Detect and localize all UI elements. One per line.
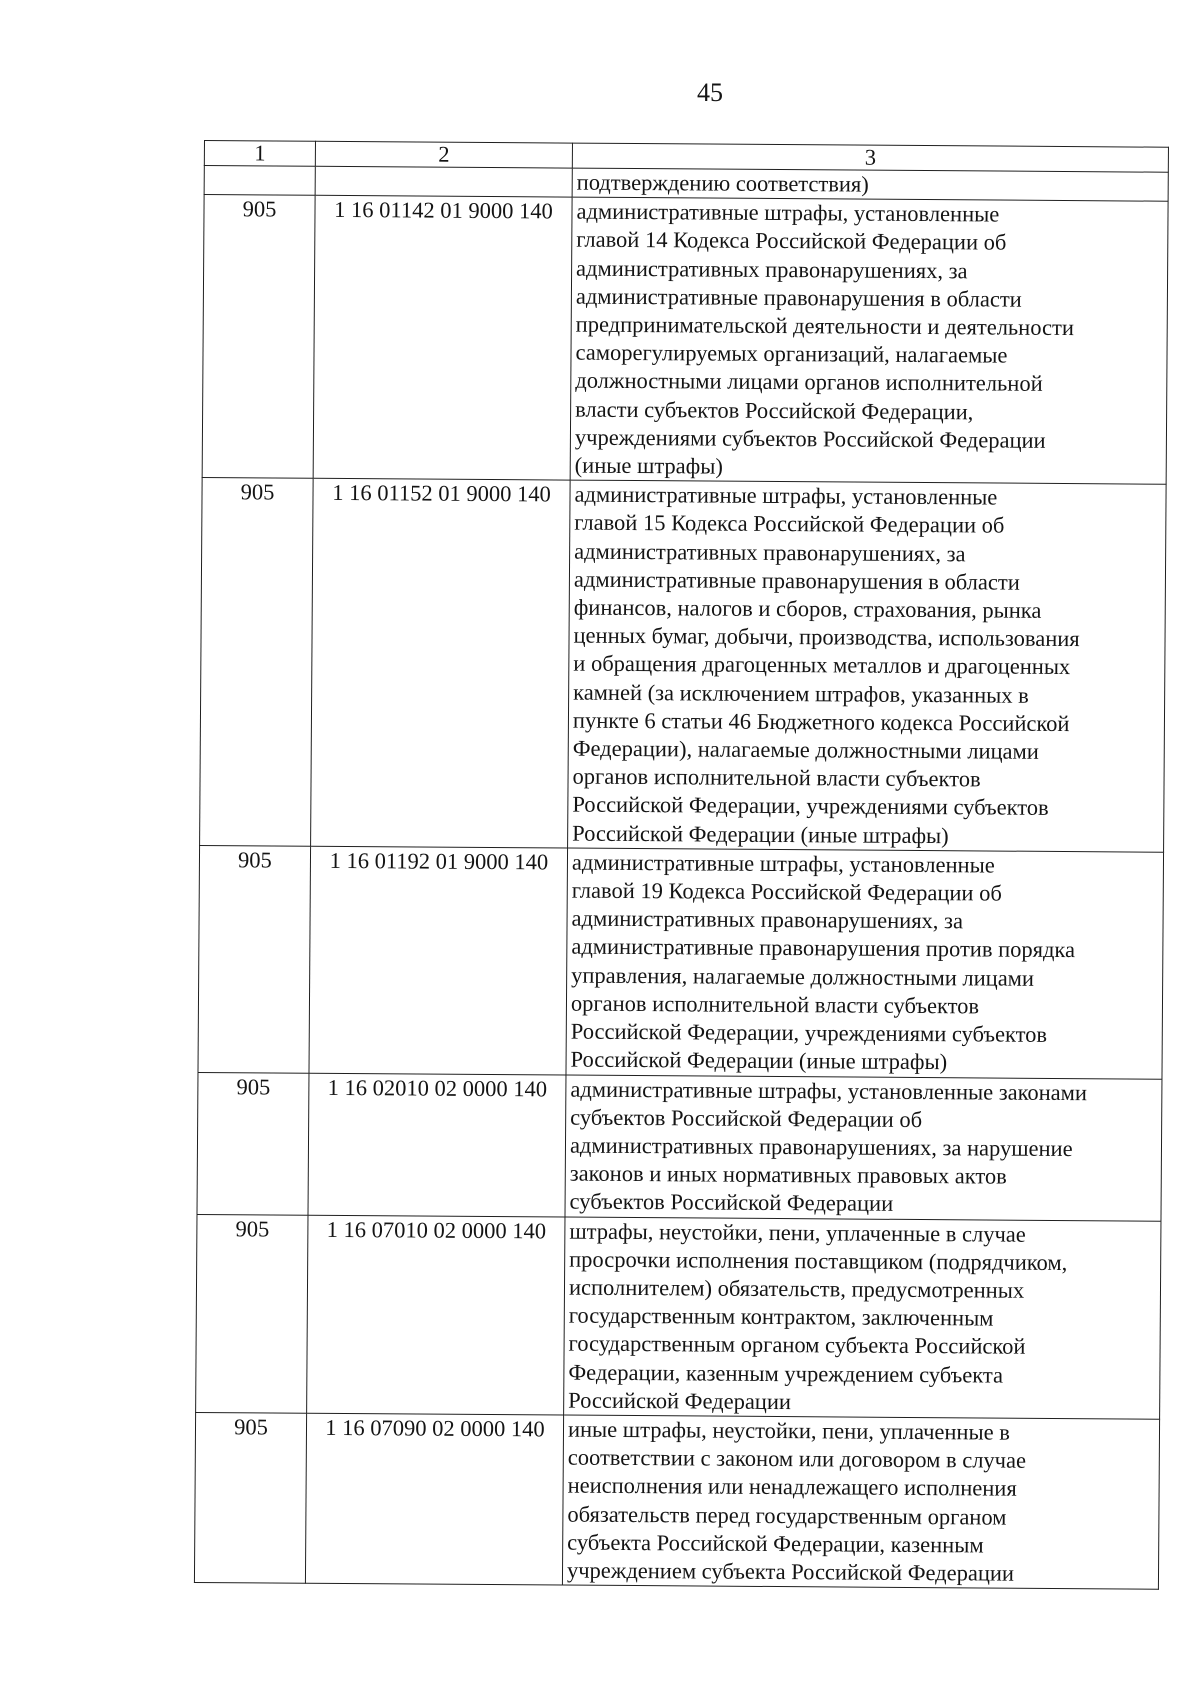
column-number-3: 3 xyxy=(572,143,1168,172)
kbk-code-cell: 1 16 01152 01 9000 140 xyxy=(311,479,571,848)
table-row xyxy=(194,1412,1159,1589)
description-line: главой 14 Кодекса Российской Федерации об xyxy=(576,227,1007,256)
description-cell xyxy=(565,1075,1162,1221)
table-row xyxy=(196,1214,1161,1419)
description-line: административных правонарушениях, за xyxy=(571,905,964,934)
description-line: государственным органом субъекта Российской xyxy=(568,1330,1026,1360)
description-cell xyxy=(566,848,1164,1079)
description-line: иные штрафы, неустойки, пени, уплаченные в xyxy=(567,1416,1010,1445)
admin-code-cell: 905 xyxy=(202,195,315,479)
description-line: органов исполнительной власти субъектов xyxy=(572,763,981,792)
description-line: органов исполнительной власти субъектов xyxy=(570,990,980,1019)
description-line: штрафы, неустойки, пени, уплаченные в случае xyxy=(569,1218,1026,1247)
table-row xyxy=(202,195,1168,485)
description-cell xyxy=(568,480,1167,852)
description-line: просрочки исполнения поставщиком (подрядчиком, xyxy=(569,1246,1068,1275)
description-line: и обращения драгоценных металлов и драгоценных xyxy=(573,651,1071,680)
description-line: соответствии с законом или договором в случае xyxy=(567,1444,1027,1473)
description-line: главой 19 Кодекса Российской Федерации об xyxy=(571,877,1002,906)
page-number: 45 xyxy=(697,78,723,107)
description-line: учреждениями субъектов Российской Федерации xyxy=(574,424,1046,453)
description-line: административных правонарушениях, за нарушение xyxy=(569,1132,1073,1161)
description-line: административные штрафы, установленные xyxy=(571,849,995,878)
description-line: саморегулируемых организаций, налагаемые xyxy=(575,339,1008,368)
description-line: главой 15 Кодекса Российской Федерации об xyxy=(574,510,1005,539)
description-line: Федерации), налагаемые должностными лицами xyxy=(572,735,1039,764)
description-line: пункте 6 статьи 46 Бюджетного кодекса Российской xyxy=(572,707,1070,736)
description-line: Российской Федерации (иные штрафы) xyxy=(572,820,949,848)
description-line: управления, налагаемые должностными лицами xyxy=(571,962,1035,991)
description-line: Российской Федерации xyxy=(568,1387,792,1414)
description-line: субъекта Российской Федерации, казенным xyxy=(567,1529,984,1558)
description-line: Российской Федерации, учреждениями субъектов xyxy=(570,1018,1048,1048)
description-cell xyxy=(564,1217,1161,1420)
description-line: административные правонарушения в области xyxy=(573,566,1020,595)
description-line: Федерации, казенным учреждением субъекта xyxy=(568,1359,1004,1388)
description-line: камней (за исключением штрафов, указанных в xyxy=(573,679,1029,708)
description-line: субъектов Российской Федерации xyxy=(569,1188,894,1217)
kbk-code-cell: 1 16 01192 01 9000 140 xyxy=(309,846,568,1074)
description-line: субъектов Российской Федерации об xyxy=(570,1104,923,1132)
admin-code-cell: 905 xyxy=(194,1412,306,1583)
continuation-text: подтверждению соответствия) xyxy=(572,168,1168,201)
description-line: исполнителем) обязательств, предусмотренных xyxy=(568,1274,1025,1303)
description-line: административные штрафы, установленные xyxy=(576,198,1000,227)
description-line: (иные штрафы) xyxy=(574,452,723,479)
kbk-code-cell: 1 16 02010 02 0000 140 xyxy=(308,1073,566,1217)
kbk-code-cell: 1 16 07090 02 0000 140 xyxy=(305,1413,563,1585)
column-number-1: 1 xyxy=(204,141,315,167)
admin-code-cell: 905 xyxy=(198,845,311,1072)
description-line: власти субъектов Российской Федерации, xyxy=(575,396,974,425)
budget-classification-table xyxy=(194,140,1169,1590)
description-line: законов и иных нормативных правовых актов xyxy=(569,1160,1007,1189)
description-cell xyxy=(570,197,1168,484)
kbk-code-cell: 1 16 07010 02 0000 140 xyxy=(307,1215,565,1415)
description-line: административные штрафы, установленные xyxy=(574,481,998,510)
description-line: неисполнения или ненадлежащего исполнения xyxy=(567,1472,1017,1502)
description-line: обязательств перед государственным органом xyxy=(567,1501,1007,1530)
description-line: ценных бумаг, добычи, производства, использования xyxy=(573,622,1080,652)
admin-code-cell xyxy=(204,166,315,196)
description-line: предпринимательской деятельности и деятельности xyxy=(575,311,1075,341)
description-line: административных правонарушениях, за xyxy=(576,255,968,283)
table-row xyxy=(198,845,1164,1078)
column-number-2: 2 xyxy=(315,141,572,168)
description-line: административные правонарушения против порядка xyxy=(571,934,1076,963)
description-line: административные правонарушения в области xyxy=(575,283,1022,312)
admin-code-cell: 905 xyxy=(197,1072,309,1215)
table-row xyxy=(200,478,1167,852)
admin-code-cell: 905 xyxy=(200,478,314,846)
description-cell xyxy=(562,1415,1159,1589)
description-line: Российской Федерации, учреждениями субъектов xyxy=(572,792,1049,821)
description-line: должностными лицами органов исполнительной xyxy=(575,368,1043,397)
admin-code-cell: 905 xyxy=(196,1214,308,1413)
kbk-code-cell xyxy=(315,166,572,197)
description-line: Российской Федерации (иные штрафы) xyxy=(570,1046,948,1075)
description-line: государственным контрактом, заключенным xyxy=(568,1302,994,1331)
table-row xyxy=(197,1072,1162,1221)
kbk-code-cell: 1 16 01142 01 9000 140 xyxy=(313,195,572,480)
description-line: учреждением субъекта Российской Федерации xyxy=(566,1557,1015,1586)
description-line: административные штрафы, установленные законами xyxy=(570,1076,1088,1105)
description-line: финансов, налогов и сборов, страхования, рынка xyxy=(573,594,1042,623)
description-line: административных правонарушениях, за xyxy=(574,538,966,566)
